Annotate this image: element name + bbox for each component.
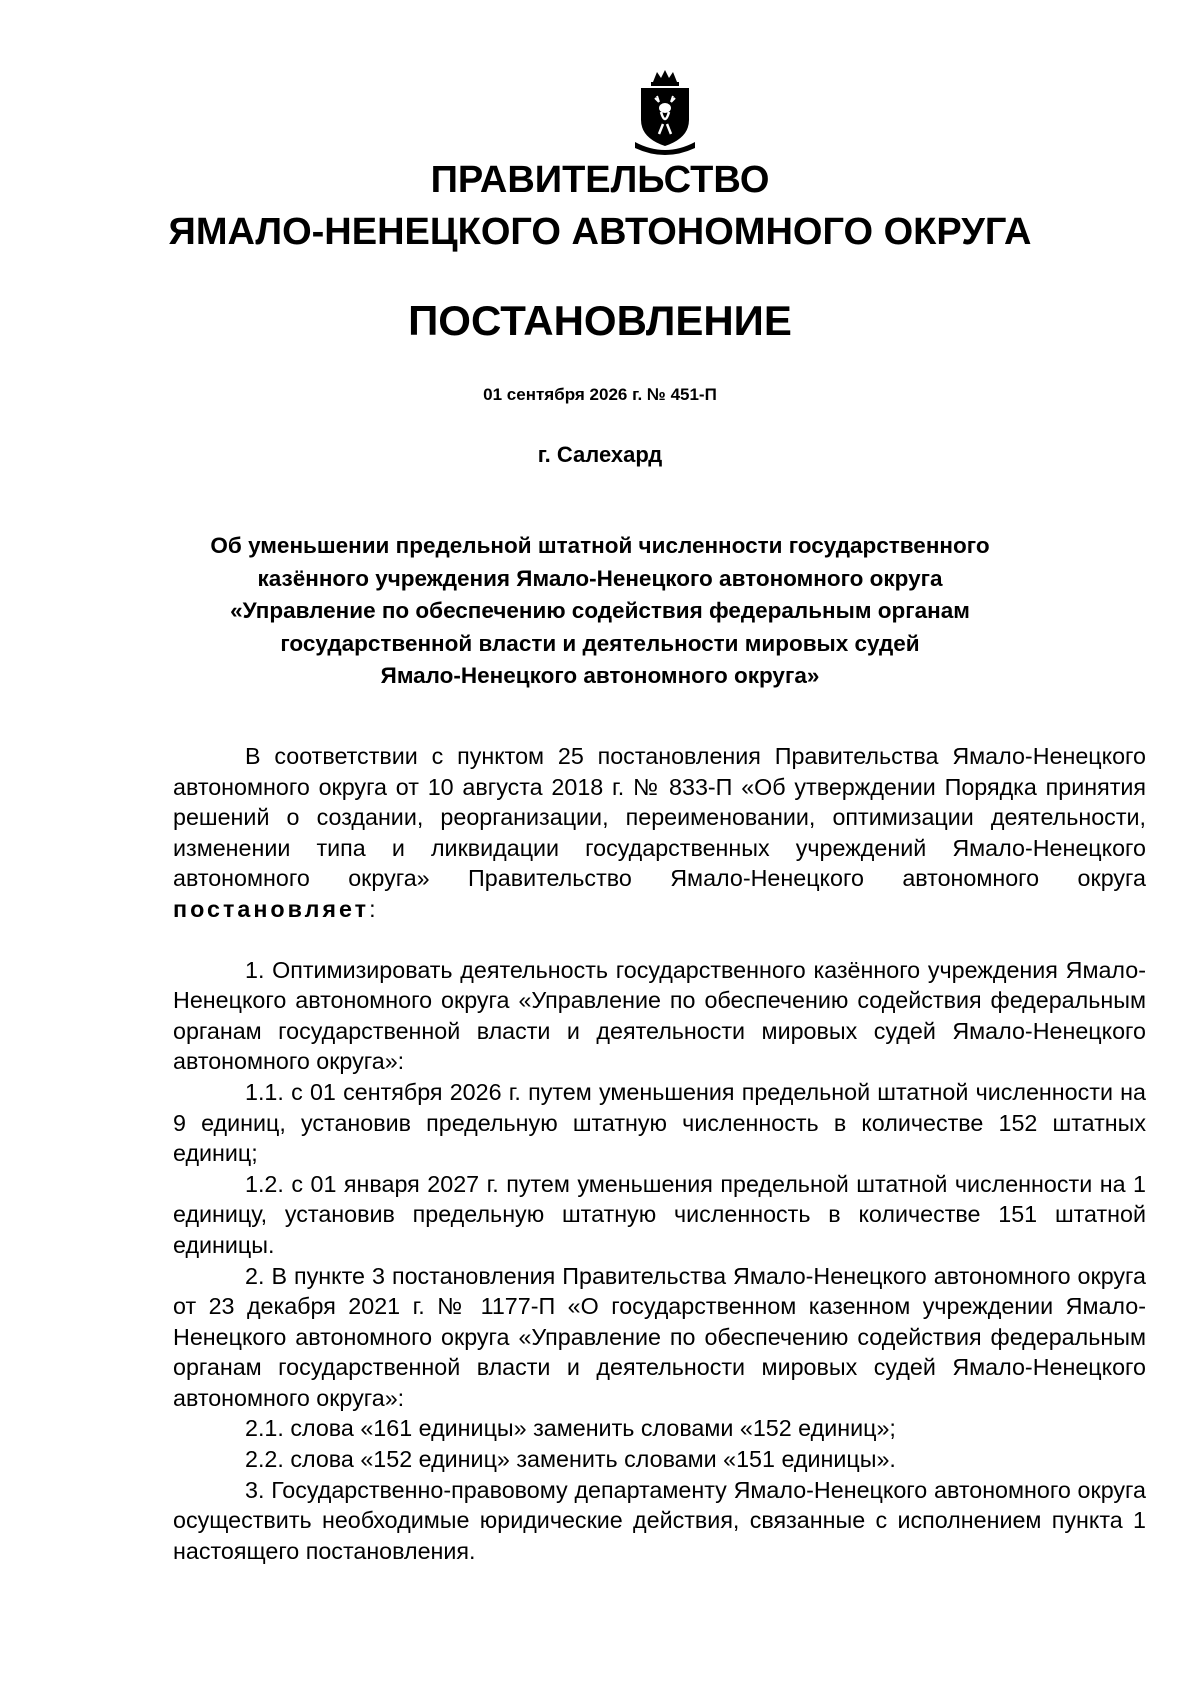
clause-2: 2. В пункте 3 постановления Правительства Ямало-Ненецкого автономного округа от 23 декабря 2021 г. № 1177-П «О государственном казенном учреждении Ямало-Ненецкого автономного округа «Управление по обеспечению содействия федеральным органам государственной власти и деятельности мировых судей Ямало-Ненецкого автономного округа»:	[173, 1262, 1146, 1411]
government-title-line1: ПРАВИТЕЛЬСТВО	[430, 159, 770, 201]
coat-of-arms-icon	[629, 68, 701, 156]
subject-line: государственной власти и деятельности мировых судей	[280, 630, 920, 656]
clause-2-1: 2.1. слова «161 единицы» заменить словами «152 единиц»;	[245, 1415, 896, 1442]
clause-1: 1. Оптимизировать деятельность государственного казённого учреждения Ямало-Ненецкого автономного округа «Управление по обеспечению содействия федеральным органам государственной власти и деятельности мировых судей Ямало-Ненецкого автономного округа»:	[173, 956, 1146, 1075]
government-title	[0, 154, 1200, 258]
government-title-line2: ЯМАЛО-НЕНЕЦКОГО АВТОНОМНОГО ОКРУГА	[168, 211, 1032, 253]
clause-3: 3. Государственно-правовому департаменту Ямало-Ненецкого автономного округа осуществить необходимые юридические действия, связанные с исполнением пункта 1 настоящего постановления.	[173, 1476, 1146, 1564]
preamble-text: В соответствии с пунктом 25 постановления Правительства Ямало-Ненецкого автономного округа от 10 августа 2018 г. № 833-П «Об утверждении Порядка принятия решений о создании, реорганизации, переименовании, оптимизации деятельности, изменении типа и ликвидации государственных учреждений Ямало-Ненецкого автономного округа» Правительство Ямало-Ненецкого автономного округа	[173, 743, 1146, 892]
document-city: г. Салехард	[537, 442, 663, 467]
subject-line: «Управление по обеспечению содействия федеральным органам	[230, 598, 970, 623]
subject-line: Ямало-Ненецкого автономного округа»	[380, 663, 820, 688]
decree-word: постановляет	[173, 895, 370, 922]
preamble-colon: :	[369, 895, 376, 922]
subject-line: Об уменьшении предельной штатной численности государственного	[210, 533, 990, 558]
clause-1-2: 1.2. с 01 января 2027 г. путем уменьшения предельной штатной численности на 1 единицу, установив предельную штатную численность в количестве 151 штатной единицы.	[173, 1170, 1146, 1258]
preamble-paragraph	[173, 741, 1146, 925]
document-type: ПОСТАНОВЛЕНИЕ	[408, 297, 792, 344]
clause-1-1: 1.1. с 01 сентября 2026 г. путем уменьшения предельной штатной численности на 9 единиц, установив предельную штатную численность в количестве 152 штатных единиц;	[173, 1078, 1146, 1167]
document-subject	[0, 530, 1200, 693]
clause-2-2: 2.2. слова «152 единиц» заменить словами «151 единицы».	[245, 1446, 896, 1473]
document-body	[173, 741, 1146, 1566]
document-date-number: 01 сентября 2026 г. № 451-П	[483, 385, 717, 404]
subject-line: казённого учреждения Ямало-Ненецкого автономного округа	[257, 565, 943, 591]
